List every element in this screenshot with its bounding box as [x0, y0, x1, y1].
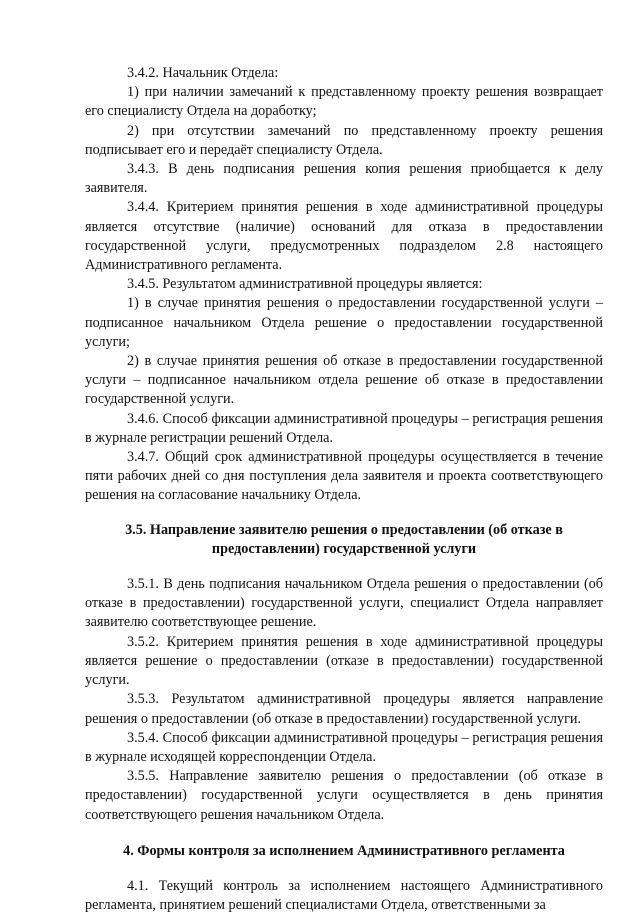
paragraph-3-4-7: 3.4.7. Общий срок административной процедуры осуществляется в течение пяти рабочих дней со дня поступления дела заявителя и проекта соответствующего решения на согласование начальнику Отдела.	[85, 449, 603, 504]
paragraph-3-5-4: 3.5.4. Способ фиксации административной процедуры – регистрация решения в журнале исходящей корреспонденции Отдела.	[85, 729, 603, 765]
paragraph-3-4-4: 3.4.4. Критерием принятия решения в ходе административной процедуры является отсутствие (наличие) оснований для отказа в предоставлении государственной услуги, предусмотренных подразделом 2.8 настоящего Административного регламента.	[85, 199, 603, 274]
paragraph-3-5-3: 3.5.3. Результатом административной процедуры является направление решения о предоставлении (об отказе в предоставлении) государственной услуги.	[85, 691, 603, 727]
paragraph-3-5-1: 3.5.1. В день подписания начальником Отдела решения о предоставлении (об отказе в предоставлении) государственной услуги, специалист Отдела направляет заявителю соответствующее решение.	[85, 576, 603, 631]
paragraph-3-4-2: 3.4.2. Начальник Отдела:	[127, 65, 279, 81]
paragraph-3-4-2-item-2: 2) при отсутствии замечаний по представленному проекту решения подписывает его и передаёт специалисту Отдела.	[85, 122, 603, 158]
paragraph-3-4-5: 3.4.5. Результатом административной процедуры является:	[127, 276, 483, 293]
section-heading-3-5: 3.5. Направление заявителю решения о предоставлении (об отказе в предоставлении) государственной услуги	[125, 521, 563, 557]
paragraph-3-4-5-item-1: 1) в случае принятия решения о предоставлении государственной услуги – подписанное начальником Отдела решение о предоставлении государственной услуги;	[85, 295, 603, 350]
section-heading-4: 4. Формы контроля за исполнением Административного регламента	[123, 842, 565, 859]
paragraph-3-4-6: 3.4.6. Способ фиксации административной процедуры – регистрация решения в журнале регистрации решений Отдела.	[85, 410, 603, 446]
paragraph-3-4-5-item-2: 2) в случае принятия решения об отказе в предоставлении государственной услуги – подписанное начальником отдела решение об отказе в предоставлении государственной услуги.	[85, 353, 603, 408]
paragraph-3-5-5: 3.5.5. Направление заявителю решения о предоставлении (об отказе в предоставлении) государственной услуги осуществляется в день принятия соответствующего решения начальником Отдела.	[85, 768, 603, 823]
paragraph-4-1: 4.1. Текущий контроль за исполнением настоящего Административного регламента, принятием решений специалистами Отдела, ответственными за	[85, 877, 603, 914]
paragraph-3-5-2: 3.5.2. Критерием принятия решения в ходе административной процедуры является решение о предоставлении (отказе в предоставлении) государственной услуги.	[85, 633, 603, 689]
paragraph-3-4-3: 3.4.3. В день подписания решения копия решения приобщается к делу заявителя.	[85, 161, 603, 197]
document-page	[85, 64, 603, 915]
paragraph-3-4-2-item-1: 1) при наличии замечаний к представленному проекту решения возвращает его специалисту Отдела на доработку;	[85, 84, 603, 120]
